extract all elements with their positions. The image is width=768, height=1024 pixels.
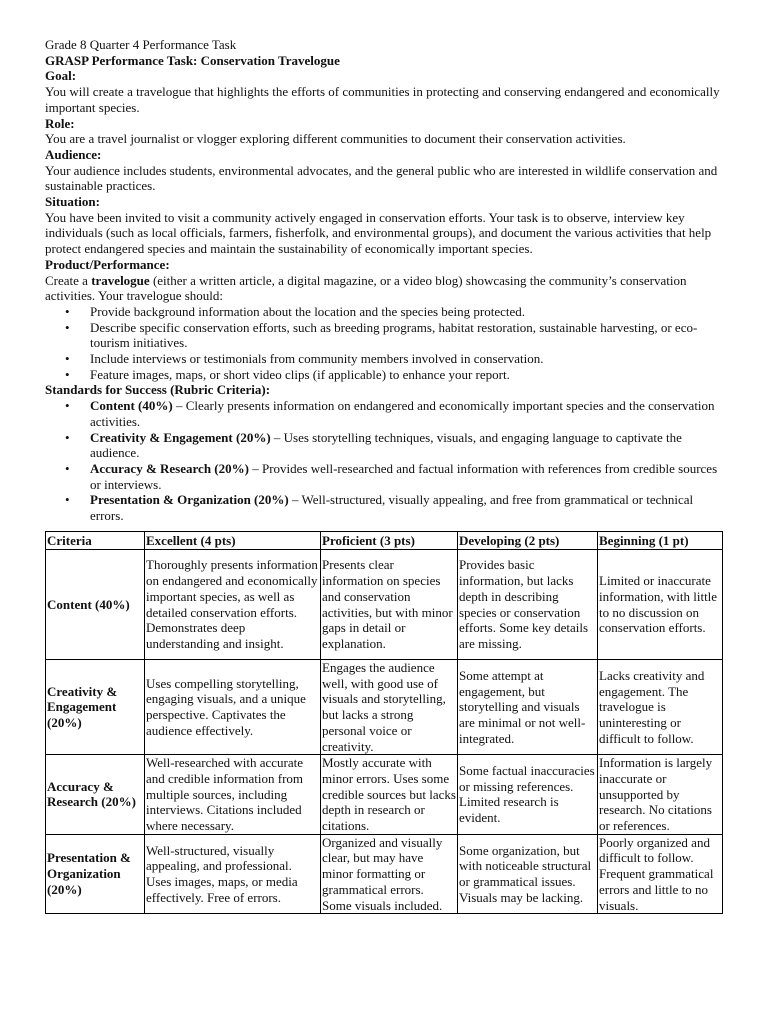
product-intro-pre: Create a xyxy=(45,272,92,288)
role-text: You are a travel journalist or vlogger exploring different communities to document their conservation activities. xyxy=(45,131,626,147)
table-cell: Lacks creativity and engagement. The travelogue is uninteresting or difficult to follow. xyxy=(598,660,723,755)
list-item: • Provide background information about the location and the species being protected. xyxy=(45,304,725,320)
standard-label: Presentation & Organization (20%) xyxy=(90,492,289,508)
product-intro-post: (either a written article, a digital magazine, or a video blog) showcasing the community’s conservation activities. Your travelogue should: xyxy=(45,272,687,304)
criteria-cell: Accuracy & Research (20%) xyxy=(46,755,145,835)
list-item xyxy=(45,461,725,492)
standards-heading: Standards for Success (Rubric Criteria): xyxy=(45,382,271,398)
table-cell: Mostly accurate with minor errors. Uses some credible sources but lacks depth in research or citations. xyxy=(322,755,456,834)
goal-text: You will create a travelogue that highlights the efforts of communities in protecting and conserving endangered and economically important species. xyxy=(45,84,720,115)
list-item: • Include interviews or testimonials from community members involved in conservation. xyxy=(45,351,725,367)
list-item xyxy=(45,430,725,461)
product-intro-bold: travelogue xyxy=(91,272,150,288)
situation-heading: Situation: xyxy=(45,194,100,210)
product-intro xyxy=(45,273,725,304)
table-cell: Provides basic information, but lacks depth in describing species or conservation efforts. Some key details are missing. xyxy=(458,550,598,660)
standard-label: Creativity & Engagement (20%) xyxy=(90,429,271,445)
standards-list xyxy=(45,398,725,524)
column-header: Proficient (3 pts) xyxy=(321,532,458,550)
column-header: Excellent (4 pts) xyxy=(145,532,321,550)
table-cell: Well-researched with accurate and credible information from multiple sources, including interviews. Citations included where necessary. xyxy=(145,755,321,835)
table-cell: Poorly organized and difficult to follow. Frequent grammatical errors and little to no visuals. xyxy=(598,834,723,914)
table-row xyxy=(46,660,723,755)
standard-text: – Clearly presents information on endangered and economically important species and the conservation activities. xyxy=(90,398,715,429)
table-row xyxy=(46,550,723,660)
table-cell: Some attempt at engagement, but storytelling and visuals are minimal or not well-integrated. xyxy=(458,660,598,755)
audience-heading: Audience: xyxy=(45,146,102,162)
standard-text: – Uses storytelling techniques, visuals, and engaging language to captivate the audience. xyxy=(90,429,682,461)
criteria-cell: Creativity & Engagement (20%) xyxy=(46,660,145,755)
table-cell: Some factual inaccuracies or missing references. Limited research is evident. xyxy=(458,755,598,835)
product-heading: Product/Performance: xyxy=(45,256,170,272)
goal-heading: Goal: xyxy=(45,68,77,84)
table-row xyxy=(46,834,723,914)
table-cell: Thoroughly presents information on endangered and economically important species, as well as detailed conservation efforts. Demonstrates deep understanding and insight. xyxy=(145,550,321,660)
column-header: Beginning (1 pt) xyxy=(598,532,723,550)
document-title: GRASP Performance Task: Conservation Travelogue xyxy=(45,52,340,68)
column-header: Criteria xyxy=(46,532,145,550)
standard-label: Accuracy & Research (20%) xyxy=(90,460,249,476)
table-cell: Engages the audience well, with good use of visuals and storytelling, but lacks a strong personal voice or creativity. xyxy=(321,660,458,755)
table-cell: Uses compelling storytelling, engaging visuals, and a unique perspective. Captivates the audience effectively. xyxy=(145,660,321,755)
audience-text: Your audience includes students, environmental advocates, and the general public who are interested in wildlife conservation and sustainable practices. xyxy=(45,162,718,194)
document-body xyxy=(45,37,725,524)
table-cell: Well-structured, visually appealing, and professional. Uses images, maps, or media effectively. Free of errors. xyxy=(145,834,321,914)
standard-label: Content (40%) xyxy=(90,398,173,414)
table-cell: Limited or inaccurate information, with little to no discussion on conservation efforts. xyxy=(598,550,723,660)
role-heading: Role: xyxy=(45,115,75,131)
table-header-row xyxy=(46,532,723,550)
criteria-cell: Presentation & Organization (20%) xyxy=(46,834,145,914)
rubric-table xyxy=(45,531,723,914)
table-cell: Organized and visually clear, but may have minor formatting or grammatical errors. Some visuals included. xyxy=(321,834,458,914)
situation-text: You have been invited to visit a community actively engaged in conservation efforts. Your task is to observe, interview key individuals (such as local officials, farmers, fisherfolk, and environmental groups), and document the various activities that help protect endangered species and maintain the sustainability of economically important species. xyxy=(45,209,712,257)
standard-text: – Provides well-researched and factual information with references from credible sources or interviews. xyxy=(90,460,718,492)
product-list xyxy=(45,304,725,383)
table-cell: Presents clear information on species and conservation activities, but with minor gaps in detail or explanation. xyxy=(321,550,458,660)
list-item: • Feature images, maps, or short video clips (if applicable) to enhance your report. xyxy=(45,367,725,383)
table-cell: Some organization, but with noticeable structural or grammatical issues. Visuals may be lacking. xyxy=(458,834,598,914)
criteria-cell: Content (40%) xyxy=(46,550,145,660)
list-item: • Describe specific conservation efforts, such as breeding programs, habitat restoration, sustainable harvesting, or eco-tourism initiatives. xyxy=(45,320,725,351)
document-header: Grade 8 Quarter 4 Performance Task xyxy=(45,37,237,52)
column-header: Developing (2 pts) xyxy=(458,532,598,550)
list-item xyxy=(45,398,725,429)
table-cell: Information is largely inaccurate or unsupported by research. No citations or references. xyxy=(598,755,723,835)
list-item xyxy=(45,492,725,523)
table-row xyxy=(46,755,723,835)
standard-text: – Well-structured, visually appealing, and free from grammatical or technical errors. xyxy=(90,492,694,524)
